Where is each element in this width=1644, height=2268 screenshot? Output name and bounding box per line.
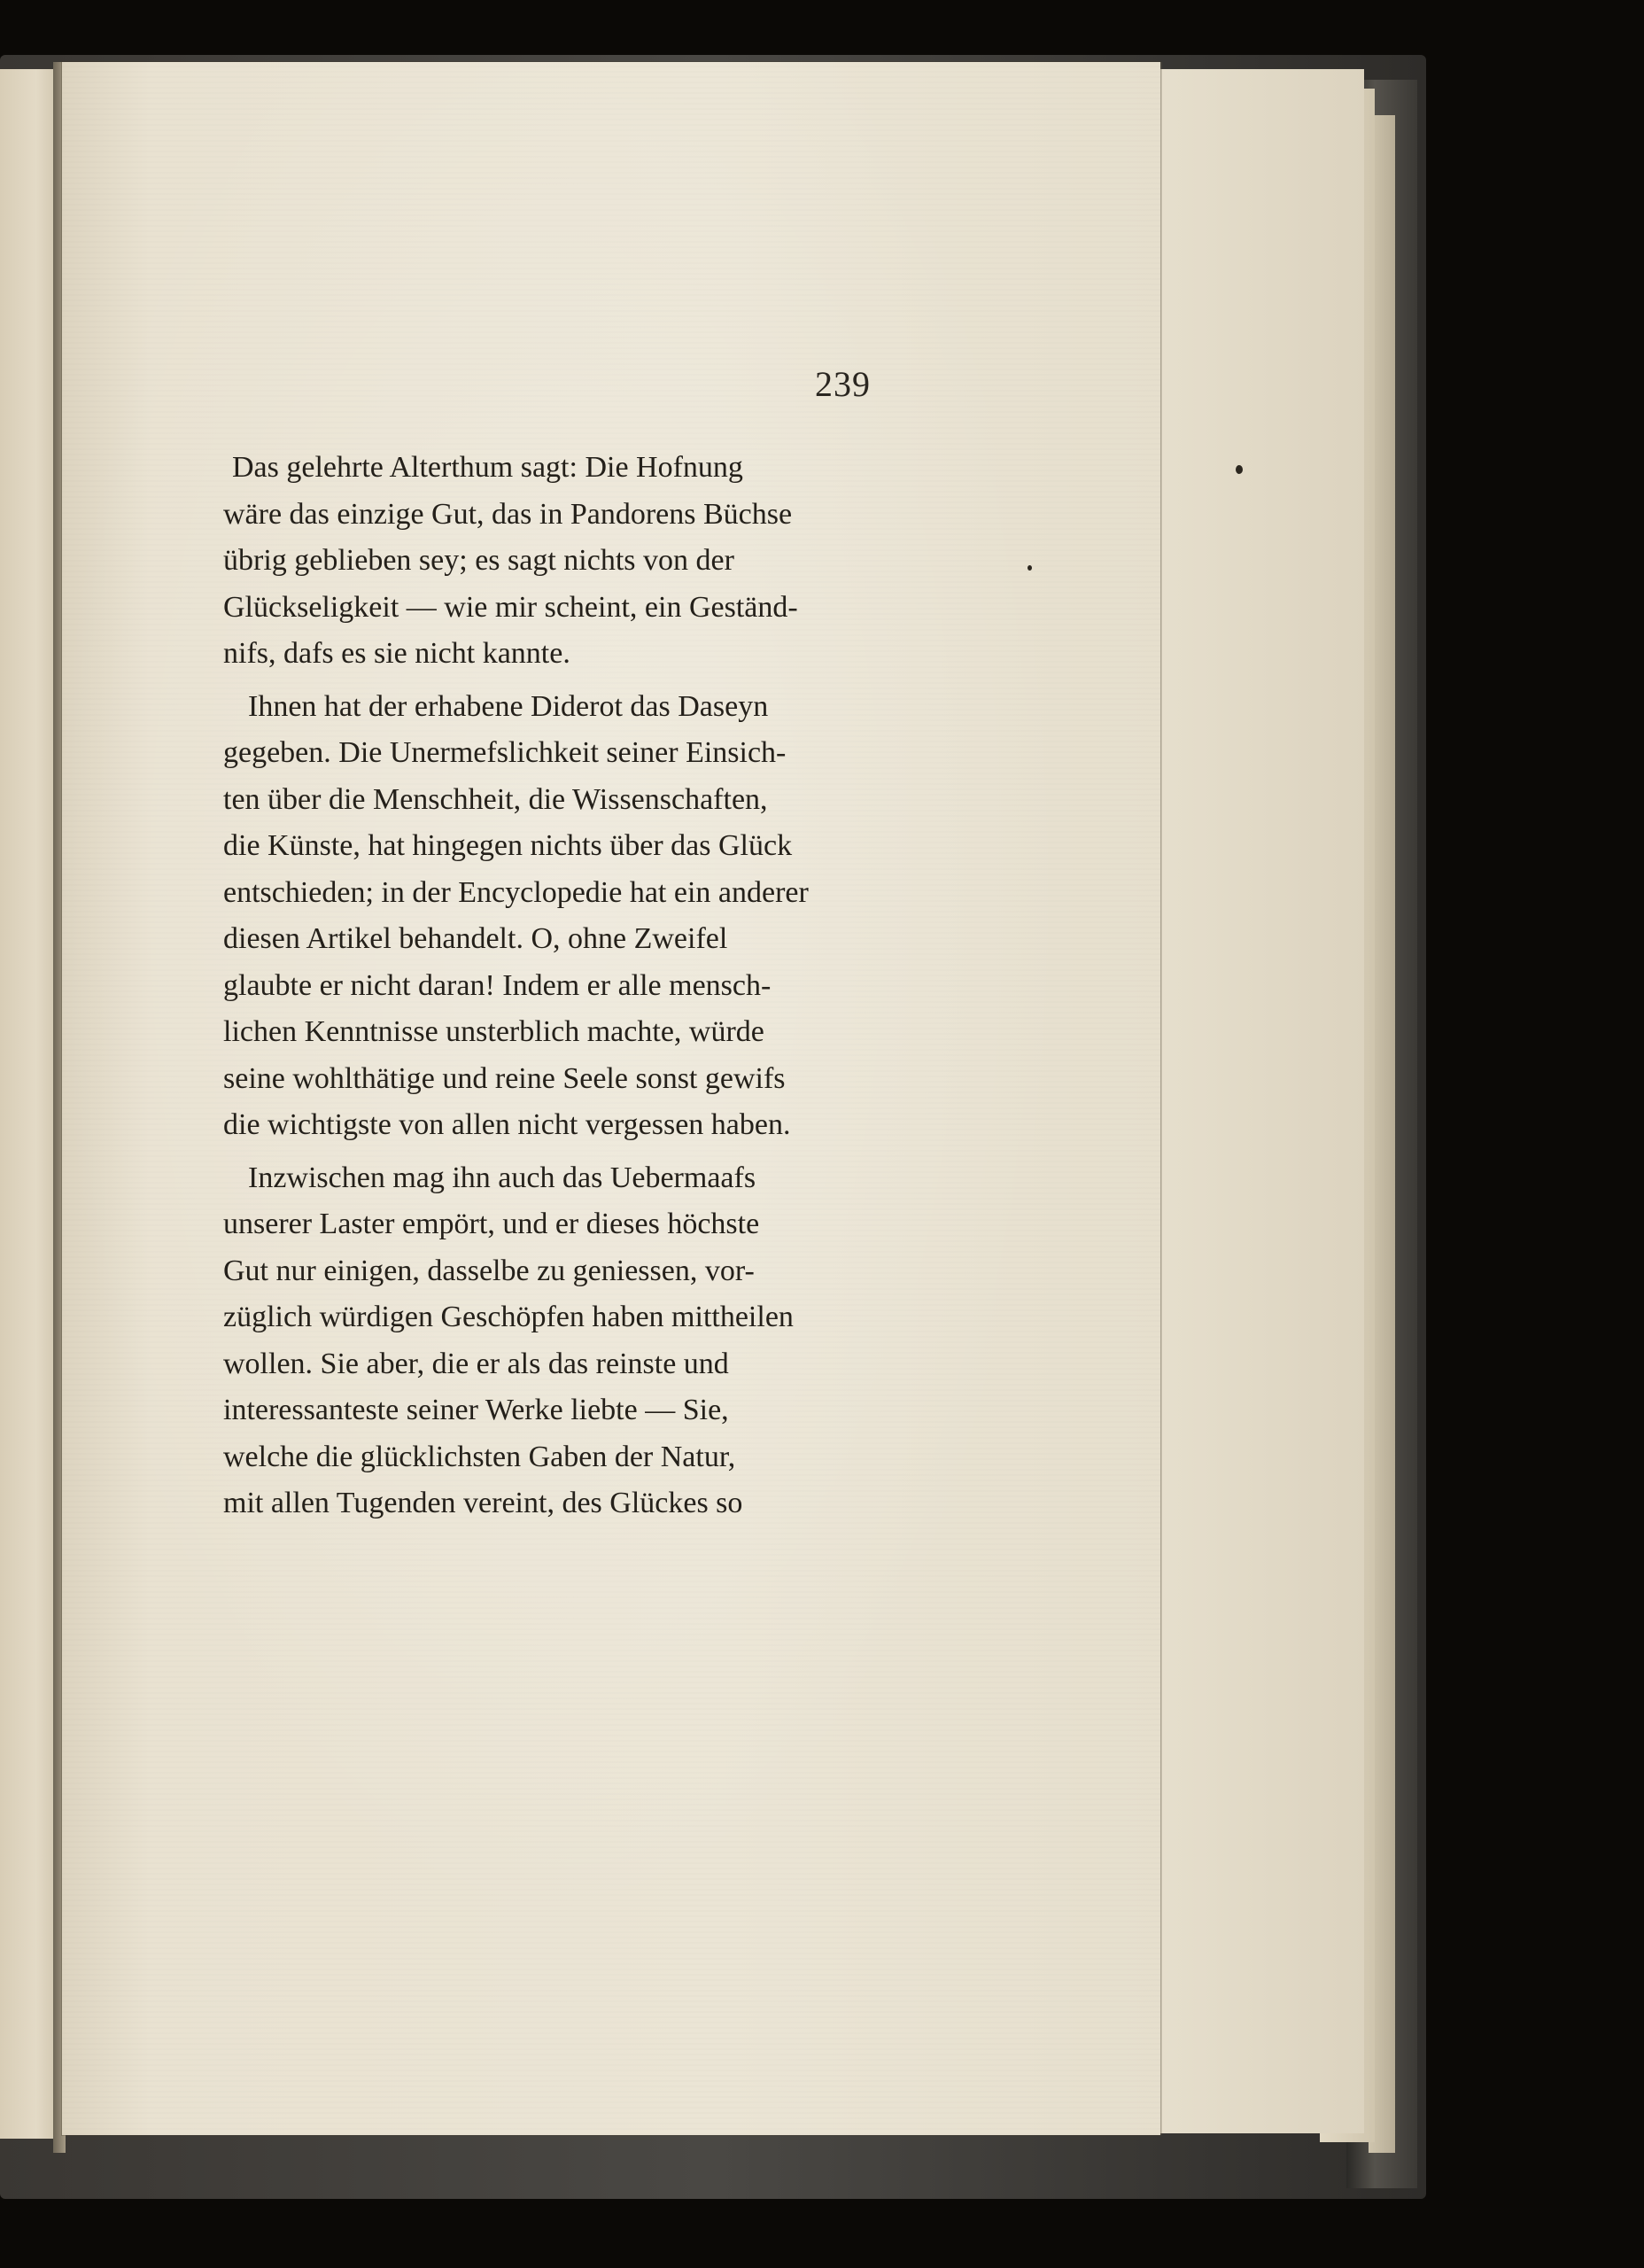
paper-speck xyxy=(1236,465,1243,474)
line: unserer Laster empört, und er dieses höchste xyxy=(223,1208,760,1240)
page-text xyxy=(223,445,950,1534)
line: entschieden; in der Encyclopedie hat ein anderer xyxy=(223,875,809,909)
line: seine wohlthätige und reine Seele sonst gewifs xyxy=(223,1061,786,1095)
page-fold-line xyxy=(1160,62,1162,2135)
line: glaubte er nicht daran! Indem er alle mensch- xyxy=(223,968,772,1002)
line: diesen Artikel behandelt. O, ohne Zweifel xyxy=(223,922,728,955)
line: mit allen Tugenden vereint, des Glückes so xyxy=(223,1487,743,1519)
line: welche die glücklichsten Gaben der Natur, xyxy=(223,1440,736,1473)
line: die wichtigste von allen nicht vergessen haben. xyxy=(223,1108,791,1141)
paragraph-3 xyxy=(223,1155,950,1527)
page-number: 239 xyxy=(815,364,871,404)
line: interessanteste seiner Werke liebte — Sie, xyxy=(223,1394,729,1426)
left-page-sliver xyxy=(0,69,60,2139)
line: Glückseligkeit — wie mir scheint, ein Geständ- xyxy=(223,590,798,624)
line: lichen Kenntnisse unsterblich machte, würde xyxy=(223,1015,764,1048)
paragraph-2 xyxy=(223,684,950,1149)
line: die Künste, hat hingegen nichts über das Glück xyxy=(223,829,793,862)
line: Das gelehrte Alterthum sagt: Die Hofnung xyxy=(232,451,743,484)
line: nifs, dafs es sie nicht kannte. xyxy=(223,637,570,670)
line: Inzwischen mag ihn auch das Uebermaafs xyxy=(248,1161,756,1194)
page-edge-stack-inner xyxy=(1152,69,1364,2133)
book-page xyxy=(62,62,1160,2135)
line: übrig geblieben sey; es sagt nichts von der xyxy=(223,544,734,577)
line: wollen. Sie aber, die er als das reinste und xyxy=(223,1347,729,1380)
line: züglich würdigen Geschöpfen haben mittheilen xyxy=(223,1301,794,1333)
paragraph-1 xyxy=(223,445,950,678)
paper-speck xyxy=(1028,565,1032,571)
line: gegeben. Die Unermefslichkeit seiner Einsich- xyxy=(223,736,787,769)
line: ten über die Menschheit, die Wissenschaften, xyxy=(223,782,768,816)
line: Ihnen hat der erhabene Diderot das Daseyn xyxy=(248,689,769,723)
line: wäre das einzige Gut, das in Pandorens Büchse xyxy=(223,497,793,531)
line: Gut nur einigen, dasselbe zu geniessen, vor- xyxy=(223,1254,755,1287)
